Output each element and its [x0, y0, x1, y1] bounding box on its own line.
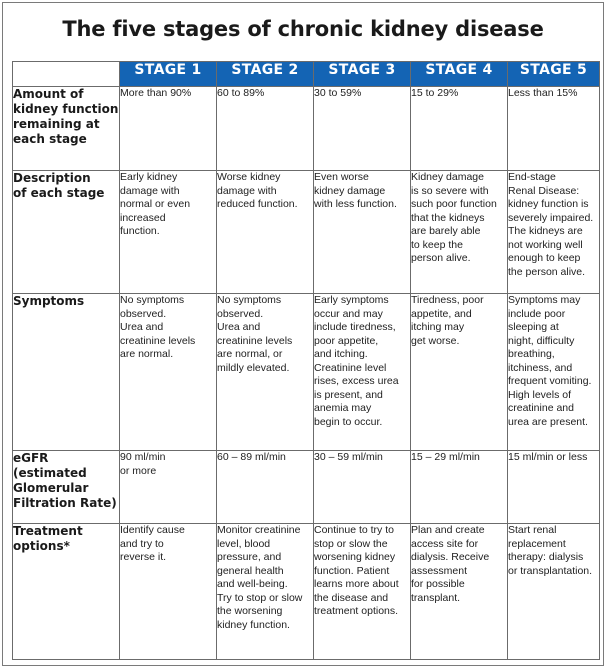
table-cell: Tiredness, poor appetite, and itching may get worse. — [411, 294, 508, 451]
page-title: The five stages of chronic kidney disease — [62, 17, 544, 41]
table-row-description — [13, 171, 600, 294]
table-cell: Early symptoms occur and may include tiredness, poor appetite, and itching. Creatinine level rises, excess urea is present, and anemia may begin to occur. — [314, 294, 411, 451]
table-cell: 15 to 29% — [411, 87, 508, 171]
table-row-egfr — [13, 451, 600, 524]
table-row-treatment — [13, 524, 600, 660]
table-cell: 30 to 59% — [314, 87, 411, 171]
table-cell: Early kidney damage with normal or even increased function. — [120, 171, 217, 294]
table-row-function-remaining — [13, 87, 600, 171]
row-label: Amount of kidney function remaining at each stage — [13, 87, 120, 171]
table-cell: Start renal replacement therapy: dialysis or transplantation. — [508, 524, 600, 660]
table-cell: End-stage Renal Disease: kidney function is severely impaired. The kidneys are not working well enough to keep the person alive. — [508, 171, 600, 294]
table-cell: Continue to try to stop or slow the worsening kidney function. Patient learns more about the disease and treatment options. — [314, 524, 411, 660]
ckd-stages-table — [12, 61, 600, 660]
table-cell: 15 – 29 ml/min — [411, 451, 508, 524]
row-label: Symptoms — [13, 294, 120, 451]
stage-3-header: STAGE 3 — [314, 62, 411, 87]
table-header-row — [13, 62, 600, 87]
row-label: Description of each stage — [13, 171, 120, 294]
table-cell: 15 ml/min or less — [508, 451, 600, 524]
table-cell: Identify cause and try to reverse it. — [120, 524, 217, 660]
header-corner — [13, 62, 120, 87]
table-cell: Even worse kidney damage with less function. — [314, 171, 411, 294]
table-cell: 60 to 89% — [217, 87, 314, 171]
table-cell: 60 – 89 ml/min — [217, 451, 314, 524]
stage-2-header: STAGE 2 — [217, 62, 314, 87]
table-cell: Less than 15% — [508, 87, 600, 171]
ckd-stages-figure — [2, 2, 604, 666]
stage-4-header: STAGE 4 — [411, 62, 508, 87]
table-cell: Worse kidney damage with reduced function. — [217, 171, 314, 294]
stage-5-header: STAGE 5 — [508, 62, 600, 87]
stage-1-header: STAGE 1 — [120, 62, 217, 87]
table-cell: 30 – 59 ml/min — [314, 451, 411, 524]
table-row-symptoms — [13, 294, 600, 451]
row-label: Treatment options* — [13, 524, 120, 660]
row-label: eGFR (estimated Glomerular Filtration Rate) — [13, 451, 120, 524]
table-cell: No symptoms observed. Urea and creatinine levels are normal, or mildly elevated. — [217, 294, 314, 451]
table-cell: Plan and create access site for dialysis. Receive assessment for possible transplant. — [411, 524, 508, 660]
table-cell: More than 90% — [120, 87, 217, 171]
table-cell: Monitor creatinine level, blood pressure, and general health and well-being. Try to stop or slow the worsening kidney function. — [217, 524, 314, 660]
table-cell: 90 ml/min or more — [120, 451, 217, 524]
table-cell: No symptoms observed. Urea and creatinine levels are normal. — [120, 294, 217, 451]
table-cell: Kidney damage is so severe with such poor function that the kidneys are barely able to keep the person alive. — [411, 171, 508, 294]
table-cell: Symptoms may include poor sleeping at night, difficulty breathing, itchiness, and frequent vomiting. High levels of creatinine and urea are present. — [508, 294, 600, 451]
